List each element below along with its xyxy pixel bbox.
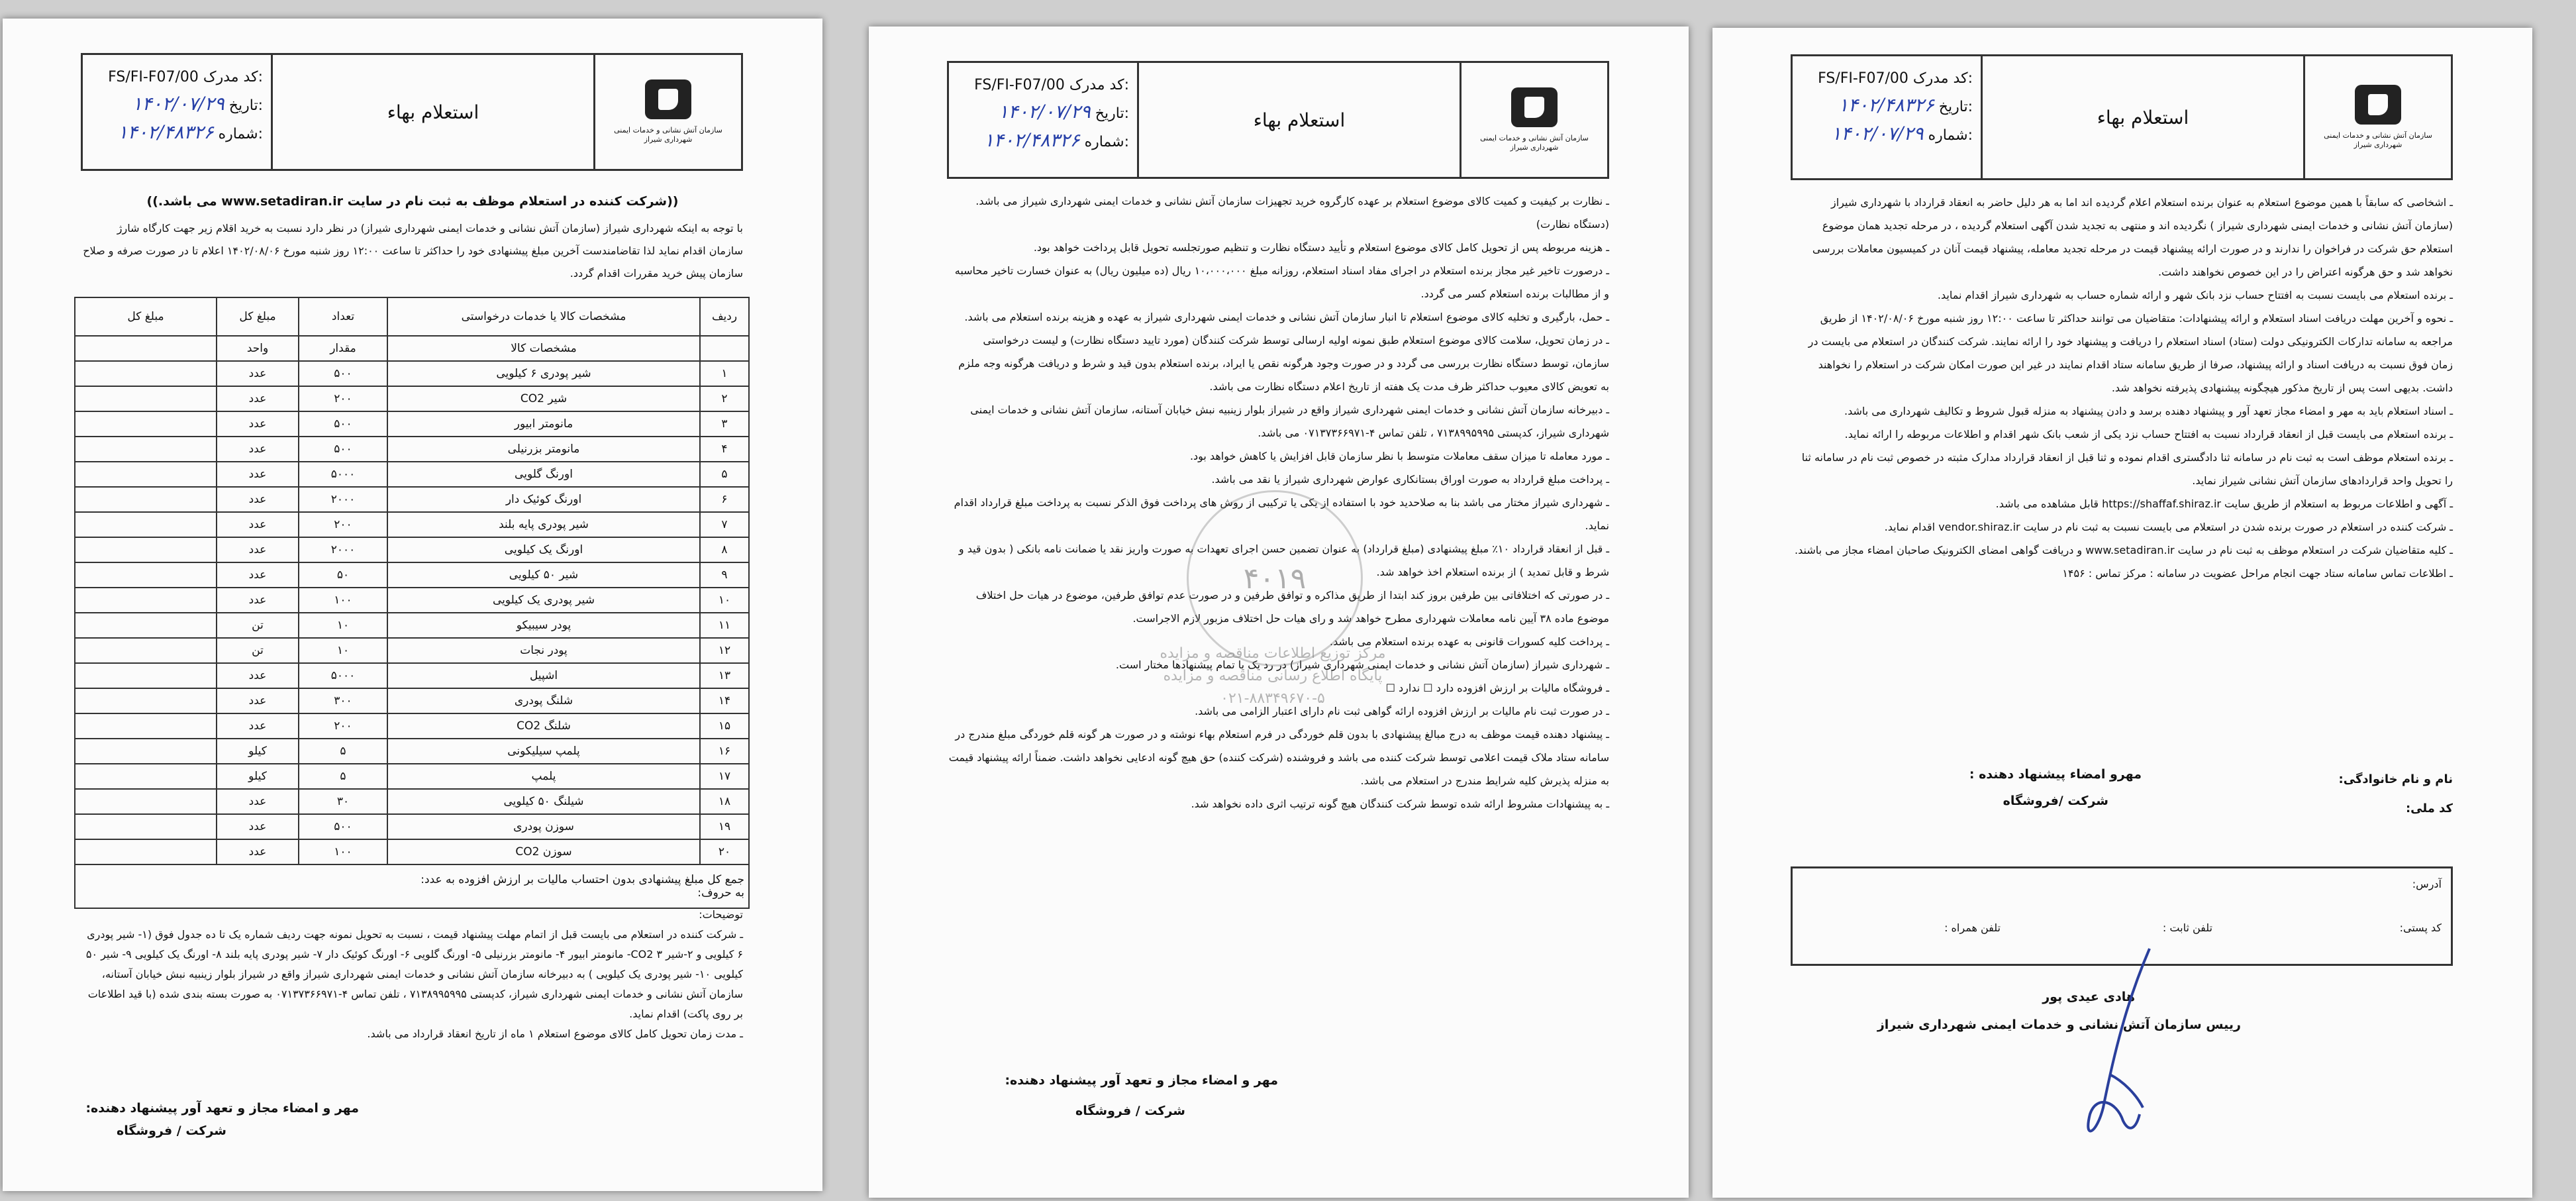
- page1-header: [81, 53, 743, 171]
- condition-item: ـ برنده استعلام موظف است به ثبت نام در سامانه ثنا دادگستری اقدام نموده و ثنا قبل از انعقاد قرارداد مدارک مثبته در خصوص ثبت نام در سامانه ثنا را تحویل واحد قراردادهای سازمان آتش نشانی شیراز نماید.: [1801, 451, 2453, 487]
- item-spec: پلمپ: [387, 764, 700, 789]
- subheader-total: [75, 336, 217, 361]
- page2-header: [947, 61, 1609, 179]
- condition-item: ـ آگهی و اطلاعات مربوط به استعلام از طریق سایت https://shaffaf.shiraz.ir قابل مشاهده می باشد.: [1995, 497, 2453, 510]
- table-row: [75, 361, 749, 386]
- item-unit: عدد: [217, 713, 299, 739]
- name-label: نام و نام خانوادگی:: [2338, 772, 2453, 786]
- row-number: ۱۶: [700, 739, 749, 764]
- item-spec: اورنگ یک کیلویی: [387, 537, 700, 562]
- item-total[interactable]: [75, 613, 217, 638]
- item-total[interactable]: [75, 487, 217, 512]
- item-spec: شیر پودری پایه بلند: [387, 512, 700, 537]
- item-spec: اورنگ کوئیک دار: [387, 487, 700, 512]
- code-value: FS/FI-F07/00: [974, 77, 1065, 93]
- condition-item: ـ شرکت کننده در استعلام در صورت برنده شدن در استعلام می بایست نسبت به ثبت نام در سایت vendor.shiraz.ir اقدام نماید.: [1884, 521, 2453, 533]
- page-2: [869, 26, 1689, 1198]
- item-quantity: ۱۰: [299, 613, 387, 638]
- row-number: ۶: [700, 487, 749, 512]
- org-logo: [1460, 63, 1607, 177]
- item-total[interactable]: [75, 638, 217, 663]
- item-unit: عدد: [217, 789, 299, 814]
- item-unit: کیلو: [217, 739, 299, 764]
- table-row: [75, 613, 749, 638]
- condition-item: ـ پرداخت کلیه کسورات قانونی به عهده برنده استعلام می باشد.: [1330, 635, 1609, 648]
- row-number: ۱۲: [700, 638, 749, 663]
- fire-department-logo-icon: [1511, 87, 1558, 127]
- watermark-stamp: ۴۰۱۹: [1187, 490, 1363, 666]
- item-total[interactable]: [75, 562, 217, 588]
- item-unit: عدد: [217, 386, 299, 411]
- item-quantity: ۵: [299, 739, 387, 764]
- signer-name: هادی عیدی پور: [2042, 990, 2135, 1004]
- item-quantity: ۵۰۰: [299, 814, 387, 839]
- table-row: [75, 739, 749, 764]
- document-meta: [83, 55, 271, 169]
- org-name: سازمان آتش نشانی و خدمات ایمنی شهرداری شیراز: [1480, 134, 1589, 152]
- org-name: سازمان آتش نشانی و خدمات ایمنی شهرداری شیراز: [2324, 131, 2432, 149]
- watermark-line: پایگاه اطلاع رسانی مناقصه و مزایده: [1163, 668, 1383, 684]
- code-label: کد مدرک:: [1069, 77, 1129, 93]
- handwritten-number: ۱۴۰۲/۴۸۳۲۶: [983, 129, 1080, 151]
- item-spec: سوزن پودری: [387, 814, 700, 839]
- number-label: شماره:: [1084, 134, 1129, 150]
- item-total[interactable]: [75, 361, 217, 386]
- document-meta: [1793, 56, 1981, 178]
- item-spec: اورنگ گلویی: [387, 462, 700, 487]
- condition-item: ـ پرداخت مبلغ قرارداد به صورت اوراق بستانکاری عوارض شهرداری شیراز یا نقد می باشد.: [1211, 473, 1609, 486]
- row-number: ۱۷: [700, 764, 749, 789]
- date-label: تاریخ:: [228, 97, 263, 114]
- condition-item: ـ نحوه و آخرین مهلت دریافت اسناد استعلام و ارائه پیشنهادات: متقاضیان می توانند حداکثر تا ساعت ۱۲:۰۰ روز شنبه مورخ ۱۴۰۲/۰۸/۰۶ از طریق مراجعه به سامانه تدارکات الکترونیکی دولت (ستاد) اسناد استعلام را دریافت و پیشنهاد خود را ارائه نمایند. شرکت کنندگان در استعلام می بایست در زمان فوق نسبت به دریافت اسناد و ارائه پیشنهاد، صرفا از طریق سامانه ستاد اقدام نمایند در غیر این صورت امکان شرکت در استعلام را نخواهند داشت. بدیهی است پس از تاریخ مذکور هیچگونه پیشنهادی پذیرفته نخواهد شد.: [1808, 312, 2453, 394]
- subheader-spec: مشخصات کالا: [387, 336, 700, 361]
- phone-label: تلفن ثابت :: [2162, 921, 2212, 934]
- item-unit: عدد: [217, 361, 299, 386]
- address-label: آدرس:: [2412, 878, 2442, 890]
- handwritten-number: ۱۴۰۲/۰۷/۲۹: [1831, 123, 1924, 144]
- table-row: [75, 462, 749, 487]
- national-code-label: کد ملی:: [2405, 802, 2453, 815]
- watermark-line: ۰۲۱-۸۸۳۴۹۶۷۰-۵: [1220, 690, 1325, 707]
- sum-words-label: به حروف:: [697, 886, 744, 900]
- table-row: [75, 537, 749, 562]
- item-total[interactable]: [75, 713, 217, 739]
- bidder-signature-label: مهر و امضاء مجاز و تعهد آور پیشنهاد دهنده:: [85, 1101, 359, 1116]
- item-total[interactable]: [75, 839, 217, 864]
- table-row: [75, 713, 749, 739]
- condition-item: ـ برنده استعلام می بایست قبل از انعقاد قرارداد نسبت به افتتاح حساب نزد یکی از شعب بانک شهر اقدام و اطلاعات مربوطه را ارائه نماید.: [1844, 428, 2453, 441]
- item-unit: عدد: [217, 839, 299, 864]
- condition-item: ـ برنده استعلام می بایست نسبت به افتتاح حساب نزد بانک شهر و ارائه شماره حساب به شهرداری شیراز اقدام نماید.: [1937, 289, 2453, 301]
- table-row: [75, 512, 749, 537]
- item-quantity: ۲۰۰: [299, 713, 387, 739]
- item-total[interactable]: [75, 588, 217, 613]
- item-unit: عدد: [217, 437, 299, 462]
- page-1: [3, 19, 822, 1191]
- postal-code-label: کد پستی:: [2399, 921, 2442, 934]
- item-spec: شلنگ پودری: [387, 688, 700, 713]
- document-title: استعلام بهاء: [271, 55, 593, 169]
- item-spec: شیلنگ ۵۰ کیلویی: [387, 789, 700, 814]
- code-label: کد مدرک:: [1912, 70, 1973, 87]
- item-quantity: ۵: [299, 764, 387, 789]
- page-3: [1712, 28, 2532, 1198]
- item-quantity: ۲۰۰۰: [299, 487, 387, 512]
- table-row: [75, 437, 749, 462]
- condition-item: ـ شهرداری شیراز (سازمان آتش نشانی و خدمات ایمنی شهرداری شیراز) در رد یک یا تمام پیشنهادها مختار است.: [1115, 658, 1609, 671]
- item-total[interactable]: [75, 764, 217, 789]
- item-quantity: ۱۰: [299, 638, 387, 663]
- code-value: FS/FI-F07/00: [108, 69, 199, 85]
- subheader-unit: واحد: [217, 336, 299, 361]
- item-spec: پلمپ سیلیکونی: [387, 739, 700, 764]
- handwritten-date: ۱۴۰۲/۰۷/۲۹: [998, 101, 1091, 123]
- item-quantity: ۲۰۰۰: [299, 537, 387, 562]
- item-total[interactable]: [75, 814, 217, 839]
- org-logo: [2303, 56, 2451, 178]
- handwritten-date: ۱۴۰۲/۰۷/۲۹: [132, 93, 224, 115]
- item-unit: کیلو: [217, 764, 299, 789]
- subheader-qty: مقدار: [299, 336, 387, 361]
- row-number: ۱۴: [700, 688, 749, 713]
- item-spec: پودر سیبیکو: [387, 613, 700, 638]
- org-logo: [593, 55, 741, 169]
- table-row: [75, 411, 749, 437]
- condition-item: ـ کلیه متقاضیان شرکت در استعلام موظف به ثبت نام در سایت www.setadiran.ir و دریافت گواهی امضای الکترونیک صاحبان امضاء مجاز می باشند.: [1795, 544, 2453, 556]
- company-label: شرکت /فروشگاه: [2003, 794, 2108, 808]
- company-label: شرکت / فروشگاه: [117, 1123, 226, 1138]
- table-row: [75, 386, 749, 411]
- condition-item: ـ هزینه مربوطه پس از تحویل کامل کالای موضوع استعلام و تأیید دستگاه نظارت و تنظیم صورتجلسه تحویل قابل پرداخت خواهد بود.: [1033, 241, 1609, 254]
- item-total[interactable]: [75, 537, 217, 562]
- handwritten-signature: [2070, 942, 2176, 1147]
- item-total[interactable]: [75, 411, 217, 437]
- sum-cell[interactable]: [75, 864, 749, 908]
- item-unit: عدد: [217, 588, 299, 613]
- row-number: ۱۳: [700, 663, 749, 688]
- item-unit: عدد: [217, 411, 299, 437]
- item-spec: شیر ۵۰ کیلویی: [387, 562, 700, 588]
- sum-label: جمع کل مبلغ پیشنهادی بدون احتساب مالیات بر ارزش افزوده به عدد:: [421, 873, 744, 886]
- item-total[interactable]: [75, 437, 217, 462]
- condition-item: ـ اسناد استعلام باید به مهر و امضاء مجاز تعهد آور و پیشنهاد دهنده برسد و دادن پیشنهاد به منزله قبول شروط و تکالیف شهرداری می باشد.: [1844, 405, 2453, 417]
- condition-item: ـ قبل از انعقاد قرارداد ۱۰٪ مبلغ پیشنهادی (مبلغ قرارداد) به عنوان تضمین حسن اجرای تعهدات به صورت واریز نقد یا ضمانت نامه بانکی ( بدون قید و شرط و قابل تمدید ) از برنده استعلام اخذ خواهد شد.: [958, 543, 1609, 578]
- item-unit: تن: [217, 638, 299, 663]
- item-unit: عدد: [217, 688, 299, 713]
- item-quantity: ۵۰۰: [299, 437, 387, 462]
- condition-item: ـ فروشگاه مالیات بر ارزش افزوده دارد ☐ ندارد ☐: [1385, 682, 1609, 694]
- table-row: [75, 638, 749, 663]
- number-label: شماره:: [218, 126, 263, 142]
- document-title: استعلام بهاء: [1981, 56, 2303, 178]
- item-quantity: ۵۰: [299, 562, 387, 588]
- number-label: شماره:: [1928, 127, 1973, 144]
- item-quantity: ۲۰۰: [299, 512, 387, 537]
- org-name: سازمان آتش نشانی و خدمات ایمنی شهرداری شیراز: [614, 126, 722, 144]
- col-unit-price: مبلغ کل: [217, 297, 299, 336]
- item-quantity: ۵۰۰۰: [299, 462, 387, 487]
- table-row: [75, 487, 749, 512]
- signer-title: رییس سازمان آتش نشانی و خدمات ایمنی شهرداری شیراز: [1877, 1018, 2241, 1032]
- item-total[interactable]: [75, 512, 217, 537]
- condition-item: ـ مورد معامله تا میزان سقف معاملات متوسط با نظر سازمان قابل افزایش یا کاهش خواهد بود.: [1189, 450, 1609, 462]
- fire-department-logo-icon: [645, 79, 691, 119]
- item-unit: تن: [217, 613, 299, 638]
- item-quantity: ۱۰۰: [299, 588, 387, 613]
- item-unit: عدد: [217, 487, 299, 512]
- mobile-label: تلفن همراه :: [1944, 921, 2001, 934]
- table-row: [75, 562, 749, 588]
- item-unit: عدد: [217, 512, 299, 537]
- notes-title: توضیحات:: [699, 908, 743, 921]
- col-spec: مشخصات کالا یا خدمات درخواستی: [387, 297, 700, 336]
- date-label: تاریخ:: [1095, 105, 1129, 122]
- item-spec: سوزن CO2: [387, 839, 700, 864]
- table-row: [75, 764, 749, 789]
- item-unit: عدد: [217, 814, 299, 839]
- fire-department-logo-icon: [2355, 85, 2401, 125]
- item-total[interactable]: [75, 739, 217, 764]
- item-spec: اشپیل: [387, 663, 700, 688]
- item-total[interactable]: [75, 462, 217, 487]
- table-row: [75, 814, 749, 839]
- row-number: ۹: [700, 562, 749, 588]
- conditions-list: [1792, 191, 2453, 585]
- item-unit: عدد: [217, 462, 299, 487]
- item-quantity: ۵۰۰: [299, 361, 387, 386]
- document-title: استعلام بهاء: [1137, 63, 1460, 177]
- company-label: شرکت / فروشگاه: [1075, 1104, 1185, 1118]
- row-number: ۱۱: [700, 613, 749, 638]
- condition-item: ـ به پیشنهادات مشروط ارائه شده توسط شرکت کنندگان هیچ گونه ترتیب اثری داده نخواهد شد.: [1191, 798, 1609, 810]
- row-number: ۱: [700, 361, 749, 386]
- row-number: ۱۸: [700, 789, 749, 814]
- table-row: [75, 839, 749, 864]
- table-row: [75, 789, 749, 814]
- item-quantity: ۵۰۰۰: [299, 663, 387, 688]
- item-total[interactable]: [75, 386, 217, 411]
- col-total: مبلغ کل: [75, 297, 217, 336]
- item-unit: عدد: [217, 562, 299, 588]
- item-total[interactable]: [75, 688, 217, 713]
- row-number: ۴: [700, 437, 749, 462]
- item-quantity: ۳۰۰: [299, 688, 387, 713]
- condition-item: ـ اشخاصی که سابقاً با همین موضوع استعلام به عنوان برنده استعلام اعلام گردیده اند اما به هر دلیل حاضر به انعقاد قرارداد با شهرداری شیراز (سازمان آتش نشانی و خدمات ایمنی شهرداری شیراز ) نگردیده اند و منتهی به تجدید شدن آگهی استعلام گردیده ، در مرحله تجدید همان موضوع استعلام حق شرکت در فراخوان را ندارند و در صورت ارائه پیشنهاد قیمت در مرحله تجدید معامله، پیشنهاد قیمت آنان در کمیسیون معاملات بررسی نخواهد شد و حق هرگونه اعتراض را در این خصوص نخواهند داشت.: [1812, 196, 2453, 278]
- row-number: ۲۰: [700, 839, 749, 864]
- item-quantity: ۳۰: [299, 789, 387, 814]
- table-row: [75, 663, 749, 688]
- item-spec: شیر پودری ۶ کیلویی: [387, 361, 700, 386]
- item-spec: مانومتر ابیور: [387, 411, 700, 437]
- item-quantity: ۲۰۰: [299, 386, 387, 411]
- subheader-row: [700, 336, 749, 361]
- bidder-signature-label: مهر و امضاء مجاز و تعهد آور پیشنهاد دهنده:: [1005, 1073, 1278, 1088]
- item-spec: پودر نجات: [387, 638, 700, 663]
- row-number: ۷: [700, 512, 749, 537]
- registration-notice: ((شرکت کننده در استعلام موظف به ثبت نام در سایت www.setadiran.ir می باشد.)): [146, 194, 679, 209]
- handwritten-number: ۱۴۰۲/۴۸۳۲۶: [117, 121, 214, 143]
- item-quantity: ۵۰۰: [299, 411, 387, 437]
- date-label: تاریخ:: [1938, 99, 1973, 115]
- row-number: ۱۹: [700, 814, 749, 839]
- item-quantity: ۱۰۰: [299, 839, 387, 864]
- row-number: ۵: [700, 462, 749, 487]
- table-row: [75, 588, 749, 613]
- condition-item: ـ در صورت ثبت نام مالیات بر ارزش افزوده ارائه گواهی ثبت نام دارای اعتبار الزامی می باشد.: [1195, 705, 1609, 717]
- col-row: ردیف: [700, 297, 749, 336]
- bidder-signature-label: مهرو امضاء پیشنهاد دهنده :: [1969, 767, 2142, 782]
- watermark-text: [1087, 643, 1458, 710]
- row-number: ۳: [700, 411, 749, 437]
- document-meta: [949, 63, 1137, 177]
- items-table: [74, 297, 750, 909]
- note-item: ـ شرکت کننده در استعلام می بایست قبل از اتمام مهلت پیشنهاد قیمت ، نسبت به تحویل نمونه جهت ردیف شماره یک تا ده جدول فوق (۱- شیر پودری ۶ کیلویی و ۲-شیر CO2 ۳- مانومتر ابیور ۴- مانومتر بزرنیلی ۵- اورنگ گلویی ۶- اورنگ کوئیک دار ۷- شیر پودری پایه بلند ۸- اورنگ یک کیلویی ۹- شیر ۵۰ کیلویی ۱۰- شیر پودری یک کیلویی ) به دبیرخانه سازمان آتش نشانی و خدمات ایمنی شهرداری شیراز واقع در شیراز بلوار زینبیه نبش خیابان آستانه، سازمان آتش نشانی و خدمات ایمنی شهرداری شیراز، کدپستی ۷۱۳۸۹۹۵۹۹۵ ، تلفن تماس ۴-۰۷۱۳۷۳۶۶۹۷۱ به صورت بسته بندی شده (با قید اطلاعات بر روی پاکت) اقدام نماید.: [85, 928, 743, 1020]
- condition-item: ـ حمل، بارگیری و تخلیه کالای موضوع استعلام تا انبار سازمان آتش نشانی و خدمات ایمنی شهرداری شیراز به عهده و هزینه برنده استعلام می باشد.: [964, 311, 1609, 323]
- item-spec: شلنگ CO2: [387, 713, 700, 739]
- code-label: کد مدرک:: [203, 69, 263, 85]
- handwritten-date: ۱۴۰۲/۴۸۳۲۶: [1838, 94, 1934, 116]
- note-item: ـ مدت زمان تحویل کامل کالای موضوع استعلام ۱ ماه از تاریخ انعقاد قرارداد می باشد.: [367, 1027, 743, 1040]
- intro-paragraph: با توجه به اینکه شهرداری شیراز (سازمان آتش نشانی و خدمات ایمنی شهرداری شیراز) در نظر دارد نسبت به خرید اقلام زیر جهت کارگاه شارژ سازمان اقدام نماید لذا تقاضامندست آخرین مبلغ پیشنهادی خود را حداکثر تا ساعت ۱۲:۰۰ روز شنبه مورخ ۱۴۰۲/۰۸/۰۶ اعلام تا در صورت صرفه و صلاح سازمان پیش خرید مقررات اقدام گردد.: [83, 222, 743, 280]
- row-number: ۲: [700, 386, 749, 411]
- condition-item: ـ اطلاعات تماس سامانه ستاد جهت انجام مراحل عضویت در سامانه : مرکز تماس : ۱۴۵۶: [2062, 567, 2453, 580]
- condition-item: ـ در زمان تحویل، سلامت کالای موضوع استعلام طبق نمونه اولیه ارسالی توسط شرکت کنندگان (مورد تایید دستگاه نظارت) و لیست درخواستی سازمان، توسط دستگاه نظارت بررسی می گردد و در صورت وجود هرگونه نقص یا ایراد، برنده استعلام بدون قید و شرط و دریافت هرگونه وجه ملزم به تعویض کالای معیوب حداکثر ظرف مدت یک هفته از تاریخ اعلام دستگاه نظارت می باشد.: [958, 334, 1609, 393]
- row-number: ۱۰: [700, 588, 749, 613]
- item-total[interactable]: [75, 663, 217, 688]
- condition-item: ـ درصورت تاخیر غیر مجاز برنده استعلام در اجرای مفاد اسناد استعلام، روزانه مبلغ ۱۰،۰۰۰،۰۰۰ ریال (ده میلیون ریال) به عنوان خسارت تاخیر محاسبه و از مطالبات برنده استعلام کسر می گردد.: [954, 264, 1609, 300]
- row-number: ۸: [700, 537, 749, 562]
- condition-item: ـ در صورتی که اختلافاتی بین طرفین بروز کند ابتدا از طریق مذاکره و توافق طرفین و در صورت عدم توافق طرفین، موضوع در هیات حل اختلاف موضوع ماده ۳۸ آیین نامه معاملات شهرداری مطرح خواهد شد و رای هیات حل اختلاف مزبور لازم الاجراست.: [975, 589, 1609, 625]
- col-qty: تعداد: [299, 297, 387, 336]
- condition-item: ـ دبیرخانه سازمان آتش نشانی و خدمات ایمنی شهرداری شیراز واقع در شیراز بلوار زینبیه نبش خیابان آستانه، سازمان آتش نشانی و خدمات ایمنی شهرداری شیراز، کدپستی ۷۱۳۸۹۹۵۹۹۵ ، تلفن تماس ۴-۰۷۱۳۷۳۶۶۹۷۱ می باشد.: [970, 403, 1609, 439]
- code-value: FS/FI-F07/00: [1818, 70, 1908, 87]
- item-spec: مانومتر بزرنیلی: [387, 437, 700, 462]
- watermark-line: مرکز توزیع اطلاعات مناقصه و مزایده: [1160, 645, 1386, 662]
- item-total[interactable]: [75, 789, 217, 814]
- condition-item: ـ نظارت بر کیفیت و کمیت کالای موضوع استعلام بر عهده کارگروه خرید تجهیزات سازمان آتش نشانی و خدمات ایمنی شهرداری شیراز می باشد. (دستگاه نظارت): [975, 195, 1609, 231]
- table-row: [75, 688, 749, 713]
- condition-item: ـ پیشنهاد دهنده قیمت موظف به درج مبالغ پیشنهادی با بدون قلم خوردگی در فرم استعلام بهاء نوشته و در صورت هر گونه قلم خوردگی مبلغ مندرج در سامانه ستاد ملاک قیمت اعلامی توسط شرکت کننده می باشد و فروشنده (شرکت کننده) حق هیچ گونه ادعایی نخواهد داشت. ضمناً ارائه پیشنهاد قیمت به منزله پذیرش کلیه شرایط مندرج در استعلام می باشد.: [948, 728, 1609, 787]
- condition-item: ـ شهرداری شیراز مختار می باشد بنا به صلاحدید خود با استفاده از یکی یا ترکیبی از روش های پرداخت فوق الذکر نسبت به پرداخت مبلغ قرارداد اقدام نماید.: [954, 496, 1609, 532]
- item-spec: شیر پودری یک کیلویی: [387, 588, 700, 613]
- item-unit: عدد: [217, 537, 299, 562]
- page3-header: [1791, 54, 2453, 180]
- notes-section: [82, 905, 743, 1044]
- row-number: ۱۵: [700, 713, 749, 739]
- item-spec: شیر CO2: [387, 386, 700, 411]
- item-unit: عدد: [217, 663, 299, 688]
